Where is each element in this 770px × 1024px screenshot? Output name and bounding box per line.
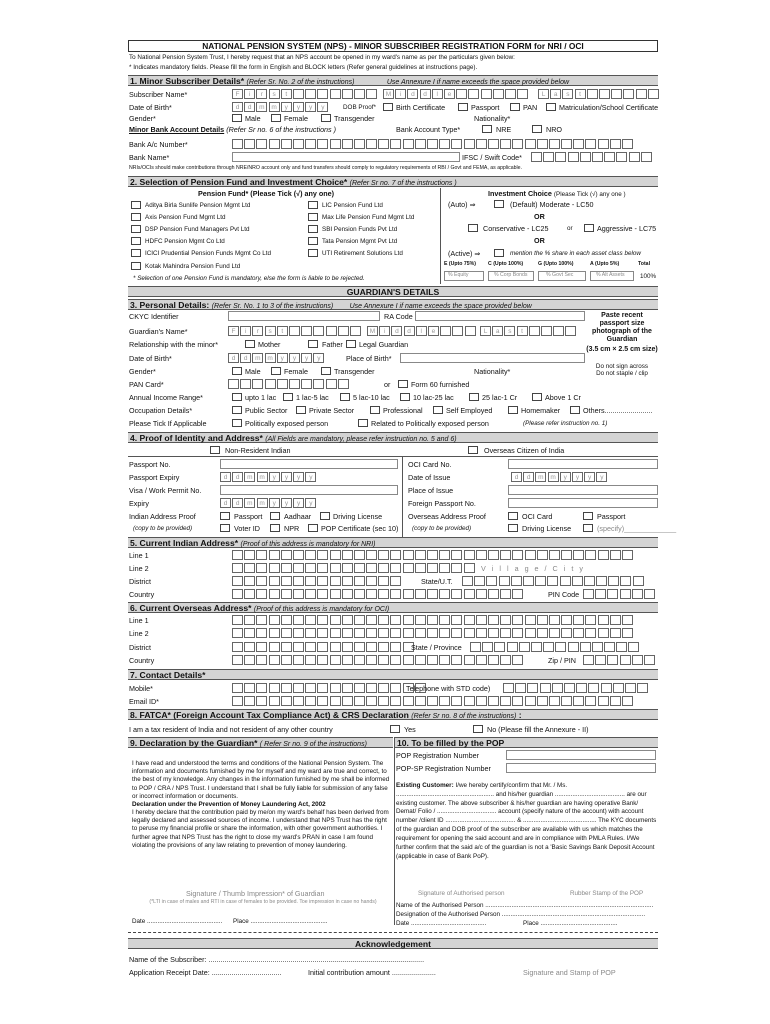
relation-father-label: Father — [322, 340, 343, 349]
pop-designation: Designation of the Authorised Person .................................................................................. — [396, 911, 646, 918]
fund-right-checkbox-3[interactable] — [308, 225, 318, 233]
ov-country-boxes[interactable] — [232, 655, 525, 665]
intro-line-1: To National Pension System Trust, I hereby request that an NPS account be opened in my ward's name as per the particulars given below: — [129, 54, 515, 61]
passport-expiry-label: Passport Expiry — [129, 473, 180, 482]
intro-line-2: * Indicates mandatory fields. Please fill the form in English and BLOCK letters (Refer general guidelines at instructions page). — [129, 64, 478, 71]
ind-line2-boxes[interactable] — [232, 563, 476, 573]
state-ut-boxes[interactable] — [462, 576, 645, 586]
or-label-1: OR — [534, 212, 545, 221]
fund-right-1: LIC Pension Fund Ltd — [322, 202, 383, 209]
pan-card-boxes[interactable] — [228, 379, 350, 389]
ind-line2-label: Line 2 — [129, 564, 149, 573]
guardian-date: Date ........................................... — [132, 918, 223, 925]
zip-pin-boxes[interactable] — [583, 655, 656, 665]
foreign-passport-input[interactable] — [508, 498, 658, 508]
zip-pin-label: Zip / PIN — [548, 656, 576, 665]
ifsc-label: IFSC / Swift Code* — [462, 153, 522, 162]
fund-right-checkbox-5[interactable] — [308, 249, 318, 257]
active-checkbox[interactable] — [494, 249, 504, 257]
income-2-checkbox[interactable] — [283, 393, 293, 401]
conservative-checkbox[interactable] — [468, 224, 478, 232]
visa-label: Visa / Work Permit No. — [129, 486, 202, 495]
relation-father-checkbox[interactable] — [308, 340, 318, 348]
pop-reg-input[interactable] — [506, 750, 656, 760]
ind-proof-voter-checkbox[interactable] — [220, 524, 230, 532]
nri-checkbox[interactable] — [210, 446, 220, 454]
bank-account-number-label: Bank A/c Number* — [129, 140, 188, 149]
ind-proof-passport-label: Passport — [234, 512, 263, 521]
income-label: Annual Income Range* — [129, 393, 203, 402]
asset-head-e: E (Upto 75%) — [444, 261, 476, 267]
nri-label: Non-Resident Indian — [225, 446, 291, 455]
asset-sub-equity: % Equity — [448, 272, 469, 278]
fund-left-checkbox-4[interactable] — [131, 237, 141, 245]
guardian-gender-label: Gender* — [129, 367, 156, 376]
mobile-boxes[interactable] — [232, 683, 427, 693]
ov-proof-dl-checkbox[interactable] — [508, 524, 518, 532]
bank-name-input[interactable] — [232, 152, 460, 162]
place-of-issue-label: Place of Issue — [408, 486, 454, 495]
occupation-label: Occupation Details* — [129, 406, 193, 415]
ind-proof-voter-label: Voter ID — [234, 524, 260, 533]
oci-card-no-input[interactable] — [508, 459, 658, 469]
tear-line — [128, 932, 658, 933]
section-2-divider — [440, 188, 441, 284]
pop-reg-label: POP Registration Number — [396, 751, 479, 760]
or-small-label: or — [567, 225, 573, 232]
declaration-paragraph: I have read and understood the terms and conditions of the National Pension System. The information and documents furnished by me for myself and my ward are true and correct, to the best of my knowledge. Any changes in the information furnished by me shall be informed to POP / CRA / NPS Trust. I understand that I shall be fully liable for submission of any false or incorrect information or documents. — [132, 760, 390, 800]
dob-passport-label: Passport — [471, 103, 500, 112]
fund-right-checkbox-4[interactable] — [308, 237, 318, 245]
ind-district-label: District — [129, 577, 151, 586]
aggressive-checkbox[interactable] — [584, 224, 594, 232]
ind-country-label: Country — [129, 590, 155, 599]
birth-cert-label: Birth Certificate — [396, 103, 446, 112]
guardian-signature-label: Signature / Thumb Impression* of Guardian — [186, 889, 325, 898]
pmla-paragraph: I hereby declare that the contribution paid by me/on my ward's behalf has been derived from legally declared and assessed sources of income. I understand that NPS Trust has the right to peruse my financial profile or share the information, with other government authorities. I further agree that NPS Trust has the right to close my ward's PRAN in case I am found violating the provisions of any law relating to prevention of money laundering. — [132, 809, 389, 849]
section-3-header: 3. Personal Details: (Refer Sr. No. 1 to 3 of the instructions) Use Annexure I if name exceeds the space provided below — [128, 299, 658, 310]
pop-place: Place ............................................ — [523, 920, 618, 927]
village-city-hint: V i l l a g e / C i t y — [481, 564, 585, 573]
ind-proof-aadhaar-label: Aadhaar — [284, 512, 312, 521]
guardian-transgender-label: Transgender — [334, 367, 375, 376]
conservative-label: Conservative - LC25 — [483, 224, 549, 233]
dob-boxes[interactable]: d d m m y y y y — [232, 102, 330, 112]
occ-homemaker-label: Homemaker — [521, 406, 561, 415]
active-note: mention the % share in each asset class below — [510, 250, 641, 257]
pop-auth-name: Name of the Authorised Person ................................................................................................ — [396, 902, 654, 909]
relation-legal-label: Legal Guardian — [359, 340, 409, 349]
dob-passport-checkbox[interactable] — [458, 103, 468, 111]
ckyc-label: CKYC Identifier — [129, 312, 179, 321]
pep-checkbox[interactable] — [232, 419, 242, 427]
telephone-boxes[interactable] — [503, 683, 649, 693]
ind-proof-dl-checkbox[interactable] — [320, 512, 330, 520]
fund-left-checkbox-3[interactable] — [131, 225, 141, 233]
guardian-signature-note: (*LTI in case of males and RTI in case of females to be provided. Toe impression in case no hands) — [149, 899, 377, 905]
gender-transgender-checkbox[interactable] — [321, 114, 331, 122]
investment-choice-heading: Investment Choice (Please Tick (√) any one ) — [488, 189, 626, 198]
pep-note: (Please refer instruction no. 1) — [523, 420, 608, 427]
ra-code-label: RA Code — [384, 312, 413, 321]
gender-female-label: Female — [284, 114, 308, 123]
ind-proof-dl-label: Driving License — [333, 512, 383, 521]
ack-receipt-date: Application Receipt Date: ................................... — [129, 968, 282, 977]
pop-signature-label: Signature of Authorised person — [418, 890, 505, 897]
birth-cert-checkbox[interactable] — [383, 103, 393, 111]
relation-mother-checkbox[interactable] — [245, 340, 255, 348]
pop-stamp-label: Rubber Stamp of the POP — [570, 890, 644, 897]
guardian-place: Place ............................................ — [233, 918, 328, 925]
dob-proof-label: DOB Proof* — [343, 104, 376, 111]
ov-proof-passport-checkbox[interactable] — [583, 512, 593, 520]
fund-mandatory-note: * Selection of one Pension Fund is mandatory, else the form is liable to be rejected. — [133, 275, 365, 282]
section-10-header: 10. To be filled by the POP — [395, 737, 658, 748]
ind-district-boxes[interactable] — [232, 576, 403, 586]
fund-left-checkbox-5[interactable] — [131, 249, 141, 257]
income-1-checkbox[interactable] — [232, 393, 242, 401]
ov-proof-dl-label: Driving License — [522, 524, 572, 533]
ind-line1-label: Line 1 — [129, 551, 149, 560]
guardian-details-header: GUARDIAN'S DETAILS — [128, 286, 658, 297]
ind-proof-pop-label: POP Certificate (sec 10) — [321, 524, 399, 533]
pin-code-boxes[interactable] — [583, 589, 656, 599]
ra-code-input[interactable] — [415, 311, 585, 321]
place-of-birth-label: Place of Birth* — [346, 354, 392, 363]
pep-label: Politically exposed person — [245, 419, 329, 428]
fund-right-5: UTI Retirement Solutions Ltd — [322, 250, 403, 257]
occ-homemaker-checkbox[interactable] — [508, 406, 518, 414]
auto-label: (Auto) ⇒ — [448, 200, 476, 209]
relation-mother-label: Mother — [258, 340, 281, 349]
pan-or-label: or — [384, 380, 391, 389]
pmla-heading: Declaration under the Prevention of Money Laundering Act, 2002 — [132, 800, 326, 808]
place-of-birth-input[interactable] — [400, 353, 585, 363]
email-boxes[interactable] — [232, 696, 634, 706]
fund-left-4: HDFC Pension Mgmt Co Ltd — [145, 238, 225, 245]
ckyc-input[interactable] — [228, 311, 380, 321]
ind-proof-passport-checkbox[interactable] — [220, 512, 230, 520]
nro-checkbox[interactable] — [532, 125, 542, 133]
section-5-header: 5. Current Indian Address* (Proof of this address is mandatory for NRI) — [128, 537, 658, 548]
income-3-label: 5 lac-10 lac — [353, 393, 390, 402]
occ-private-checkbox[interactable] — [296, 406, 306, 414]
fatca-yes-checkbox[interactable] — [390, 725, 400, 733]
fatca-no-checkbox[interactable] — [473, 725, 483, 733]
guardian-first-name-boxes[interactable]: F i r s t — [228, 326, 362, 336]
state-province-boxes[interactable] — [470, 642, 641, 652]
moderate-label: (Default) Moderate - LC50 — [510, 200, 594, 209]
indian-address-proof-label: Indian Address Proof — [129, 512, 196, 521]
ack-initial-contribution: Initial contribution amount ...................... — [308, 968, 436, 977]
income-1-label: upto 1 lac — [245, 393, 277, 402]
form-page — [128, 40, 677, 1012]
asset-head-a: A (Upto 5%) — [590, 261, 620, 267]
fatca-question: I am a tax resident of India and not resident of any other country — [129, 725, 333, 734]
pop-sp-input[interactable] — [506, 763, 656, 773]
ov-country-label: Country — [129, 656, 155, 665]
ov-line2-boxes[interactable] — [232, 628, 634, 638]
passport-no-label: Passport No. — [129, 460, 171, 469]
fund-left-6: Kotak Mahindra Pension Fund Ltd — [145, 263, 241, 270]
ov-proof-oci-checkbox[interactable] — [508, 512, 518, 520]
section-9-header: 9. Declaration by the Guardian* ( Refer Sr no. 9 of the instructions) — [128, 737, 393, 748]
rpep-label: Related to Politically exposed person — [371, 419, 489, 428]
active-label: (Active) ⇒ — [448, 249, 481, 258]
minor-bank-label: Minor Bank Account Details (Refer Sr no. 6 of the instructions ) — [129, 125, 337, 134]
ind-proof-aadhaar-checkbox[interactable] — [270, 512, 280, 520]
guardian-transgender-checkbox[interactable] — [321, 367, 331, 375]
pension-fund-heading: Pension Fund* (Please Tick (√) any one) — [198, 189, 335, 198]
overseas-copy-note: (copy to be provided) — [412, 525, 472, 532]
photo-no-staple: Do not staple / clip — [596, 370, 648, 378]
dob-pan-label: PAN — [523, 103, 538, 112]
pop-certification: Existing Customer: I/we hereby certify/confirm that Mr. / Ms. ........................................................ and his/her guardian ........................................ are our existing customer. The above subscriber & his/her guardian are having operative Bank/ Demat/ Folio / .................................. account (specify nature of the account) with account number /client ID ........................................ & .......................................... The KYC documents of the guardian and DOB proof of the subscriber are available with us which matches the requirement for opening the said account and are in compliance with PMLA Rules. I/We further confirm that the said a/c of the guardian is not a 'Basic Savings Bank Deposit Account (applicable in case of Bank PoP). — [396, 782, 657, 860]
state-ut-label: State/U.T. — [421, 577, 453, 586]
telephone-label: Telephone with STD code) — [406, 684, 491, 693]
fund-left-checkbox-6[interactable] — [131, 262, 141, 270]
section-6-header: 6. Current Overseas Address* (Proof of this address is mandatory for OCI) — [128, 602, 658, 613]
nre-checkbox[interactable] — [482, 125, 492, 133]
ind-line1-boxes[interactable] — [232, 550, 634, 560]
email-label: Email ID* — [129, 697, 159, 706]
guardian-last-name-boxes[interactable]: L a s t — [480, 326, 578, 336]
moderate-checkbox[interactable] — [494, 200, 504, 208]
or-label-2: OR — [534, 236, 545, 245]
mobile-label: Mobile* — [129, 684, 153, 693]
rpep-checkbox[interactable] — [358, 419, 368, 427]
occ-others-label: Others........................ — [583, 406, 653, 415]
state-province-label: State / Province — [411, 643, 462, 652]
sec4-divider — [402, 456, 403, 540]
asset-head-g: G (Upto 100%) — [538, 261, 574, 267]
guardian-male-checkbox[interactable] — [232, 367, 242, 375]
occ-self-checkbox[interactable] — [433, 406, 443, 414]
ov-proof-specify-checkbox[interactable] — [583, 524, 593, 532]
photo-instruction: Paste recent passport size photograph of the Guardian — [592, 312, 652, 344]
fund-right-checkbox-2[interactable] — [308, 213, 318, 221]
gender-male-label: Male — [245, 114, 261, 123]
ov-district-label: District — [129, 643, 151, 652]
ack-pop-signature: Signature and Stamp of POP — [523, 968, 616, 977]
sec4-rule — [128, 456, 658, 457]
ov-proof-specify-label: (specify)_____________ — [597, 524, 677, 533]
bank-type-label: Bank Account Type* — [396, 125, 461, 134]
section-8-header: 8. FATCA* (Foreign Account Tax Compliance Act) & CRS Declaration (Refer Sr no. 8 of the instructions) : — [128, 709, 658, 720]
asset-head-c: C (Upto 100%) — [488, 261, 524, 267]
matric-label: Matriculation/School Certificate — [559, 103, 659, 112]
ov-district-boxes[interactable] — [232, 642, 415, 652]
income-4-checkbox[interactable] — [400, 393, 410, 401]
ind-proof-pop-checkbox[interactable] — [308, 524, 318, 532]
gender-female-checkbox[interactable] — [271, 114, 281, 122]
occ-self-label: Self Employed — [446, 406, 493, 415]
nri-contribution-note: NRIs/OCIs should make contributions through NRE/NRO account only and fund transfers should comply to regulatory requirements of RBI / Govt and FEMA, as applicable. — [129, 165, 522, 171]
subscriber-name-label: Subscriber Name* — [129, 90, 188, 99]
pop-date: Date ........................................... — [396, 920, 487, 927]
guardian-name-label: Guardian's Name* — [129, 327, 188, 336]
income-5-checkbox[interactable] — [469, 393, 479, 401]
guardian-dob-label: Date of Birth* — [129, 354, 172, 363]
passport-expiry-boxes[interactable]: d d m m y y y y — [220, 472, 318, 482]
income-2-label: 1 lac-5 lac — [296, 393, 329, 402]
oci-label: Overseas Citizen of India — [484, 446, 565, 455]
expiry-label: Expiry — [129, 499, 149, 508]
fund-left-1: Aditya Birla Sunlife Pension Mgmt Ltd — [145, 202, 251, 209]
form60-label: Form 60 furnished — [411, 380, 470, 389]
asset-sub-corp: % Corp Bonds — [494, 272, 528, 278]
passport-no-input[interactable] — [220, 459, 398, 469]
ind-proof-npr-label: NPR — [284, 524, 300, 533]
ov-line2-label: Line 2 — [129, 629, 149, 638]
gender-label: Gender* — [129, 114, 156, 123]
section-1-header: 1. Minor Subscriber Details* (Refer Sr. No. 2 of the instructions) Use Annexure I if name exceeds the space provided below — [128, 75, 658, 86]
date-of-issue-boxes[interactable]: d d m m y y y y — [511, 472, 609, 482]
aggressive-label: Aggressive - LC75 — [597, 224, 657, 233]
subscriber-middle-name-boxes[interactable]: M i d d l e — [383, 89, 529, 99]
fund-left-3: DSP Pension Fund Managers Pvt Ltd — [145, 226, 250, 233]
indian-copy-note: (copy to be provided) — [133, 525, 193, 532]
occ-others-checkbox[interactable] — [570, 406, 580, 414]
guardian-female-checkbox[interactable] — [271, 367, 281, 375]
sec9-10-divider — [394, 737, 395, 925]
occ-private-label: Private Sector — [309, 406, 355, 415]
ov-proof-oci-label: OCI Card — [522, 512, 553, 521]
section-4-header: 4. Proof of Identity and Address* (All Fields are mandatory, please refer instruction no. 5 and 6) — [128, 432, 658, 443]
fatca-no-label: No (Please fill the Annexure - II) — [487, 725, 589, 734]
declaration-text — [132, 760, 390, 850]
fund-right-4: Tata Pension Mgmt Pvt Ltd — [322, 238, 398, 245]
matric-checkbox[interactable] — [546, 103, 556, 111]
nre-label: NRE — [496, 125, 512, 134]
fund-left-2: Axis Pension Fund Mgmt Ltd — [145, 214, 226, 221]
oci-card-no-label: OCI Card No. — [408, 460, 452, 469]
gender-transgender-label: Transgender — [334, 114, 375, 123]
section-2-header: 2. Selection of Pension Fund and Investment Choice* (Refer Sr no. 7 of the instructions ) — [128, 176, 658, 187]
relationship-label: Relationship with the minor* — [129, 340, 219, 349]
occ-public-label: Public Sector — [245, 406, 288, 415]
photo-placeholder — [586, 312, 658, 378]
guardian-dob-boxes[interactable]: d d m m y y y y — [228, 353, 326, 363]
fund-left-checkbox-2[interactable] — [131, 213, 141, 221]
income-6-checkbox[interactable] — [532, 393, 542, 401]
dob-pan-checkbox[interactable] — [510, 103, 520, 111]
nationality-label: Nationality* — [474, 114, 511, 123]
income-4-label: 10 lac-25 lac — [413, 393, 454, 402]
pep-tick-label: Please Tick If Applicable — [129, 419, 207, 428]
occ-professional-label: Professional — [383, 406, 423, 415]
ov-line1-label: Line 1 — [129, 616, 149, 625]
fund-right-checkbox-1[interactable] — [308, 201, 318, 209]
pop-sp-label: POP-SP Registration Number — [396, 764, 491, 773]
fund-right-3: SBI Pension Funds Pvt Ltd — [322, 226, 398, 233]
income-6-label: Above 1 Cr — [545, 393, 581, 402]
ind-country-boxes[interactable] — [232, 589, 525, 599]
ov-proof-passport-label: Passport — [597, 512, 626, 521]
visa-expiry-boxes[interactable]: d d m m y y y y — [220, 498, 318, 508]
asset-sub-alt: % Alt Assets — [596, 272, 625, 278]
nro-label: NRO — [546, 125, 562, 134]
bank-account-number-boxes[interactable] — [232, 139, 634, 149]
relation-legal-checkbox[interactable] — [346, 340, 356, 348]
form60-checkbox[interactable] — [398, 380, 408, 388]
visa-input[interactable] — [220, 485, 398, 495]
section-7-header: 7. Contact Details* — [128, 669, 658, 680]
date-of-issue-label: Date of Issue — [408, 473, 451, 482]
subscriber-last-name-boxes[interactable]: L a s t — [538, 89, 660, 99]
guardian-female-label: Female — [284, 367, 308, 376]
fund-left-checkbox-1[interactable] — [131, 201, 141, 209]
guardian-middle-name-boxes[interactable]: M i d d l e — [367, 326, 477, 336]
gender-male-checkbox[interactable] — [232, 114, 242, 122]
income-3-checkbox[interactable] — [340, 393, 350, 401]
overseas-address-proof-label: Overseas Address Proof — [408, 512, 486, 521]
asset-head-total: Total — [638, 261, 651, 267]
oci-checkbox[interactable] — [468, 446, 478, 454]
photo-size: (3.5 cm × 2.5 cm size) — [586, 346, 658, 354]
place-of-issue-input[interactable] — [508, 485, 658, 495]
asset-sub-govt: % Govt Sec — [546, 272, 574, 278]
guardian-male-label: Male — [245, 367, 261, 376]
ind-proof-npr-checkbox[interactable] — [270, 524, 280, 532]
fund-left-5: ICICI Prudential Pension Funds Mgmt Co Ltd — [145, 250, 271, 257]
ack-subscriber-name: Name of the Subscriber: ............................................................................................................ — [129, 955, 425, 964]
foreign-passport-label: Foreign Passport No. — [408, 499, 476, 508]
pan-card-label: PAN Card* — [129, 380, 164, 389]
occ-professional-checkbox[interactable] — [370, 406, 380, 414]
pin-code-label: PIN Code — [548, 590, 580, 599]
form-title: NATIONAL PENSION SYSTEM (NPS) - MINOR SUBSCRIBER REGISTRATION FORM for NRI / OCI — [128, 40, 658, 52]
fund-right-2: Max Life Pension Fund Mgmt Ltd — [322, 214, 415, 221]
guardian-nationality-label: Nationality* — [474, 367, 511, 376]
asset-total: 100% — [640, 273, 657, 280]
ov-line1-boxes[interactable] — [232, 615, 634, 625]
income-5-label: 25 lac-1 Cr — [482, 393, 518, 402]
bank-name-label: Bank Name* — [129, 153, 170, 162]
dob-label: Date of Birth* — [129, 103, 172, 112]
photo-no-sign: Do not sign across — [595, 363, 649, 371]
ifsc-boxes[interactable] — [531, 152, 653, 162]
fatca-yes-label: Yes — [404, 725, 416, 734]
occ-public-checkbox[interactable] — [232, 406, 242, 414]
acknowledgement-header: Acknowledgement — [128, 938, 658, 949]
subscriber-first-name-boxes[interactable]: F i r s t — [232, 89, 378, 99]
